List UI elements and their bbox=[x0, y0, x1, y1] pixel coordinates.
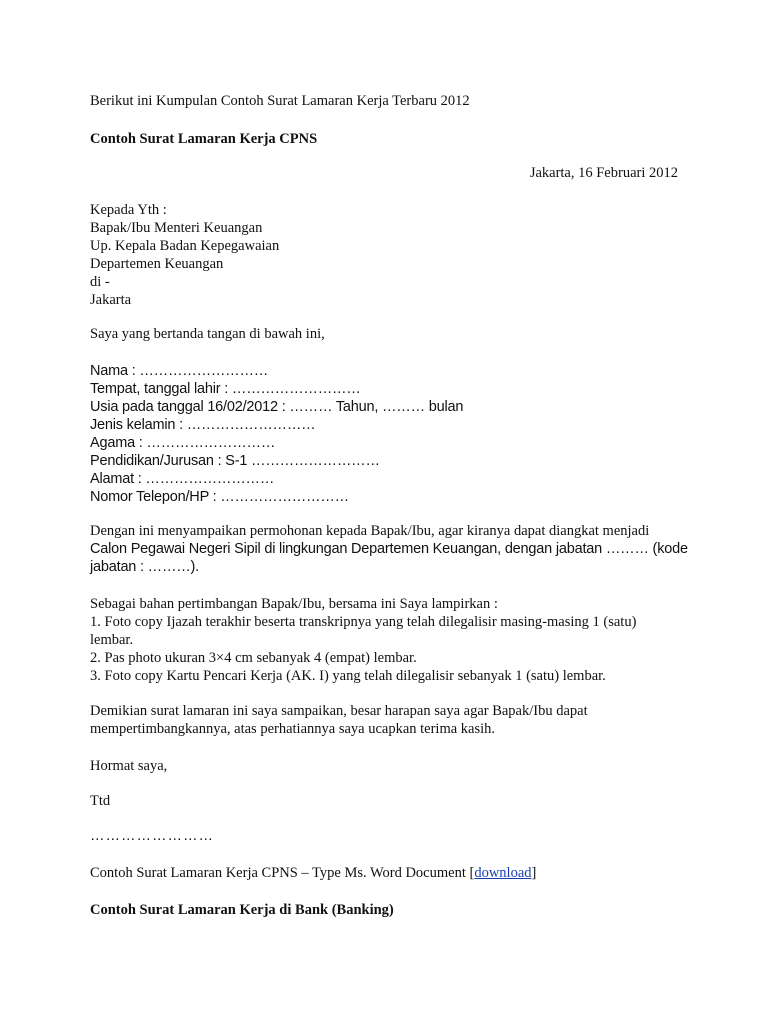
recipient-address bbox=[90, 201, 682, 309]
address-line: Jakarta bbox=[90, 292, 132, 308]
closing-line: mempertimbangkannya, atas perhatiannya saya ucapkan terima kasih. bbox=[90, 721, 496, 737]
closing-line: Demikian surat lamaran ini saya sampaikan, besar harapan saya agar Bapak/Ibu dapat bbox=[90, 703, 588, 719]
attachment-item: 2. Pas photo ukuran 3×4 cm sebanyak 4 (empat) lembar. bbox=[90, 650, 417, 666]
download-prefix: Contoh Surat Lamaran Kerja CPNS – Type Ms. Word Document [ bbox=[90, 865, 475, 881]
regards-text: Hormat saya, bbox=[90, 758, 168, 774]
intro-text bbox=[90, 92, 682, 110]
download-line bbox=[90, 864, 682, 882]
field-nama: Nama : ……………………… bbox=[90, 363, 269, 379]
address-line: Up. Kepala Badan Kepegawaian bbox=[90, 238, 280, 254]
regards bbox=[90, 757, 682, 775]
address-line: di - bbox=[90, 274, 110, 290]
personal-data-fields bbox=[90, 362, 682, 506]
attachments-intro: Sebagai bahan pertimbangan Bapak/Ibu, bersama ini Saya lampirkan : bbox=[90, 596, 498, 612]
address-line: Departemen Keuangan bbox=[90, 256, 224, 272]
address-line: Kepada Yth : bbox=[90, 202, 167, 218]
signature-mark bbox=[90, 792, 682, 810]
attachments-list bbox=[90, 595, 682, 685]
download-link[interactable]: download bbox=[474, 865, 532, 881]
letter-date: Jakarta, 16 Februari 2012 bbox=[529, 165, 678, 181]
attachment-item: 1. Foto copy Ijazah terakhir beserta transkripnya yang telah dilegalisir masing-masing 1 (satu) bbox=[90, 614, 637, 630]
heading-bank-text: Contoh Surat Lamaran Kerja di Bank (Banking) bbox=[90, 902, 394, 918]
signature-line bbox=[90, 827, 682, 845]
field-jenis-kelamin: Jenis kelamin : ……………………… bbox=[90, 417, 316, 433]
signature-dots: …………………… bbox=[90, 828, 214, 844]
field-agama: Agama : ……………………… bbox=[90, 435, 276, 451]
request-paragraph bbox=[90, 522, 688, 576]
field-usia: Usia pada tanggal 16/02/2012 : ……… Tahun, ……… bulan bbox=[90, 399, 464, 415]
opening-statement bbox=[90, 325, 682, 343]
intro-line: Berikut ini Kumpulan Contoh Surat Lamaran Kerja Terbaru 2012 bbox=[90, 93, 470, 109]
download-suffix: ] bbox=[531, 865, 537, 881]
request-line: Dengan ini menyampaikan permohonan kepada Bapak/Ibu, agar kiranya dapat diangkat menjadi bbox=[90, 523, 650, 539]
attachment-item-cont: lembar. bbox=[90, 632, 134, 648]
download-line-text bbox=[90, 864, 682, 882]
heading-cpns-text: Contoh Surat Lamaran Kerja CPNS bbox=[90, 131, 318, 147]
ttd-text: Ttd bbox=[90, 793, 111, 809]
field-telepon: Nomor Telepon/HP : ……………………… bbox=[90, 489, 349, 505]
closing-paragraph bbox=[90, 702, 682, 738]
field-alamat: Alamat : ……………………… bbox=[90, 471, 275, 487]
address-line: Bapak/Ibu Menteri Keuangan bbox=[90, 220, 263, 236]
heading-cpns bbox=[90, 130, 682, 148]
request-line: Calon Pegawai Negeri Sipil di lingkungan Departemen Keuangan, dengan jabatan ……… (kode bbox=[90, 541, 688, 557]
heading-bank bbox=[90, 901, 682, 919]
request-line: jabatan : ………). bbox=[90, 559, 200, 575]
opening-line: Saya yang bertanda tangan di bawah ini, bbox=[90, 326, 325, 342]
field-pendidikan: Pendidikan/Jurusan : S-1 ……………………… bbox=[90, 453, 380, 469]
field-ttl: Tempat, tanggal lahir : ……………………… bbox=[90, 381, 361, 397]
attachment-item: 3. Foto copy Kartu Pencari Kerja (AK. I) yang telah dilegalisir sebanyak 1 (satu) lembar. bbox=[90, 668, 606, 684]
